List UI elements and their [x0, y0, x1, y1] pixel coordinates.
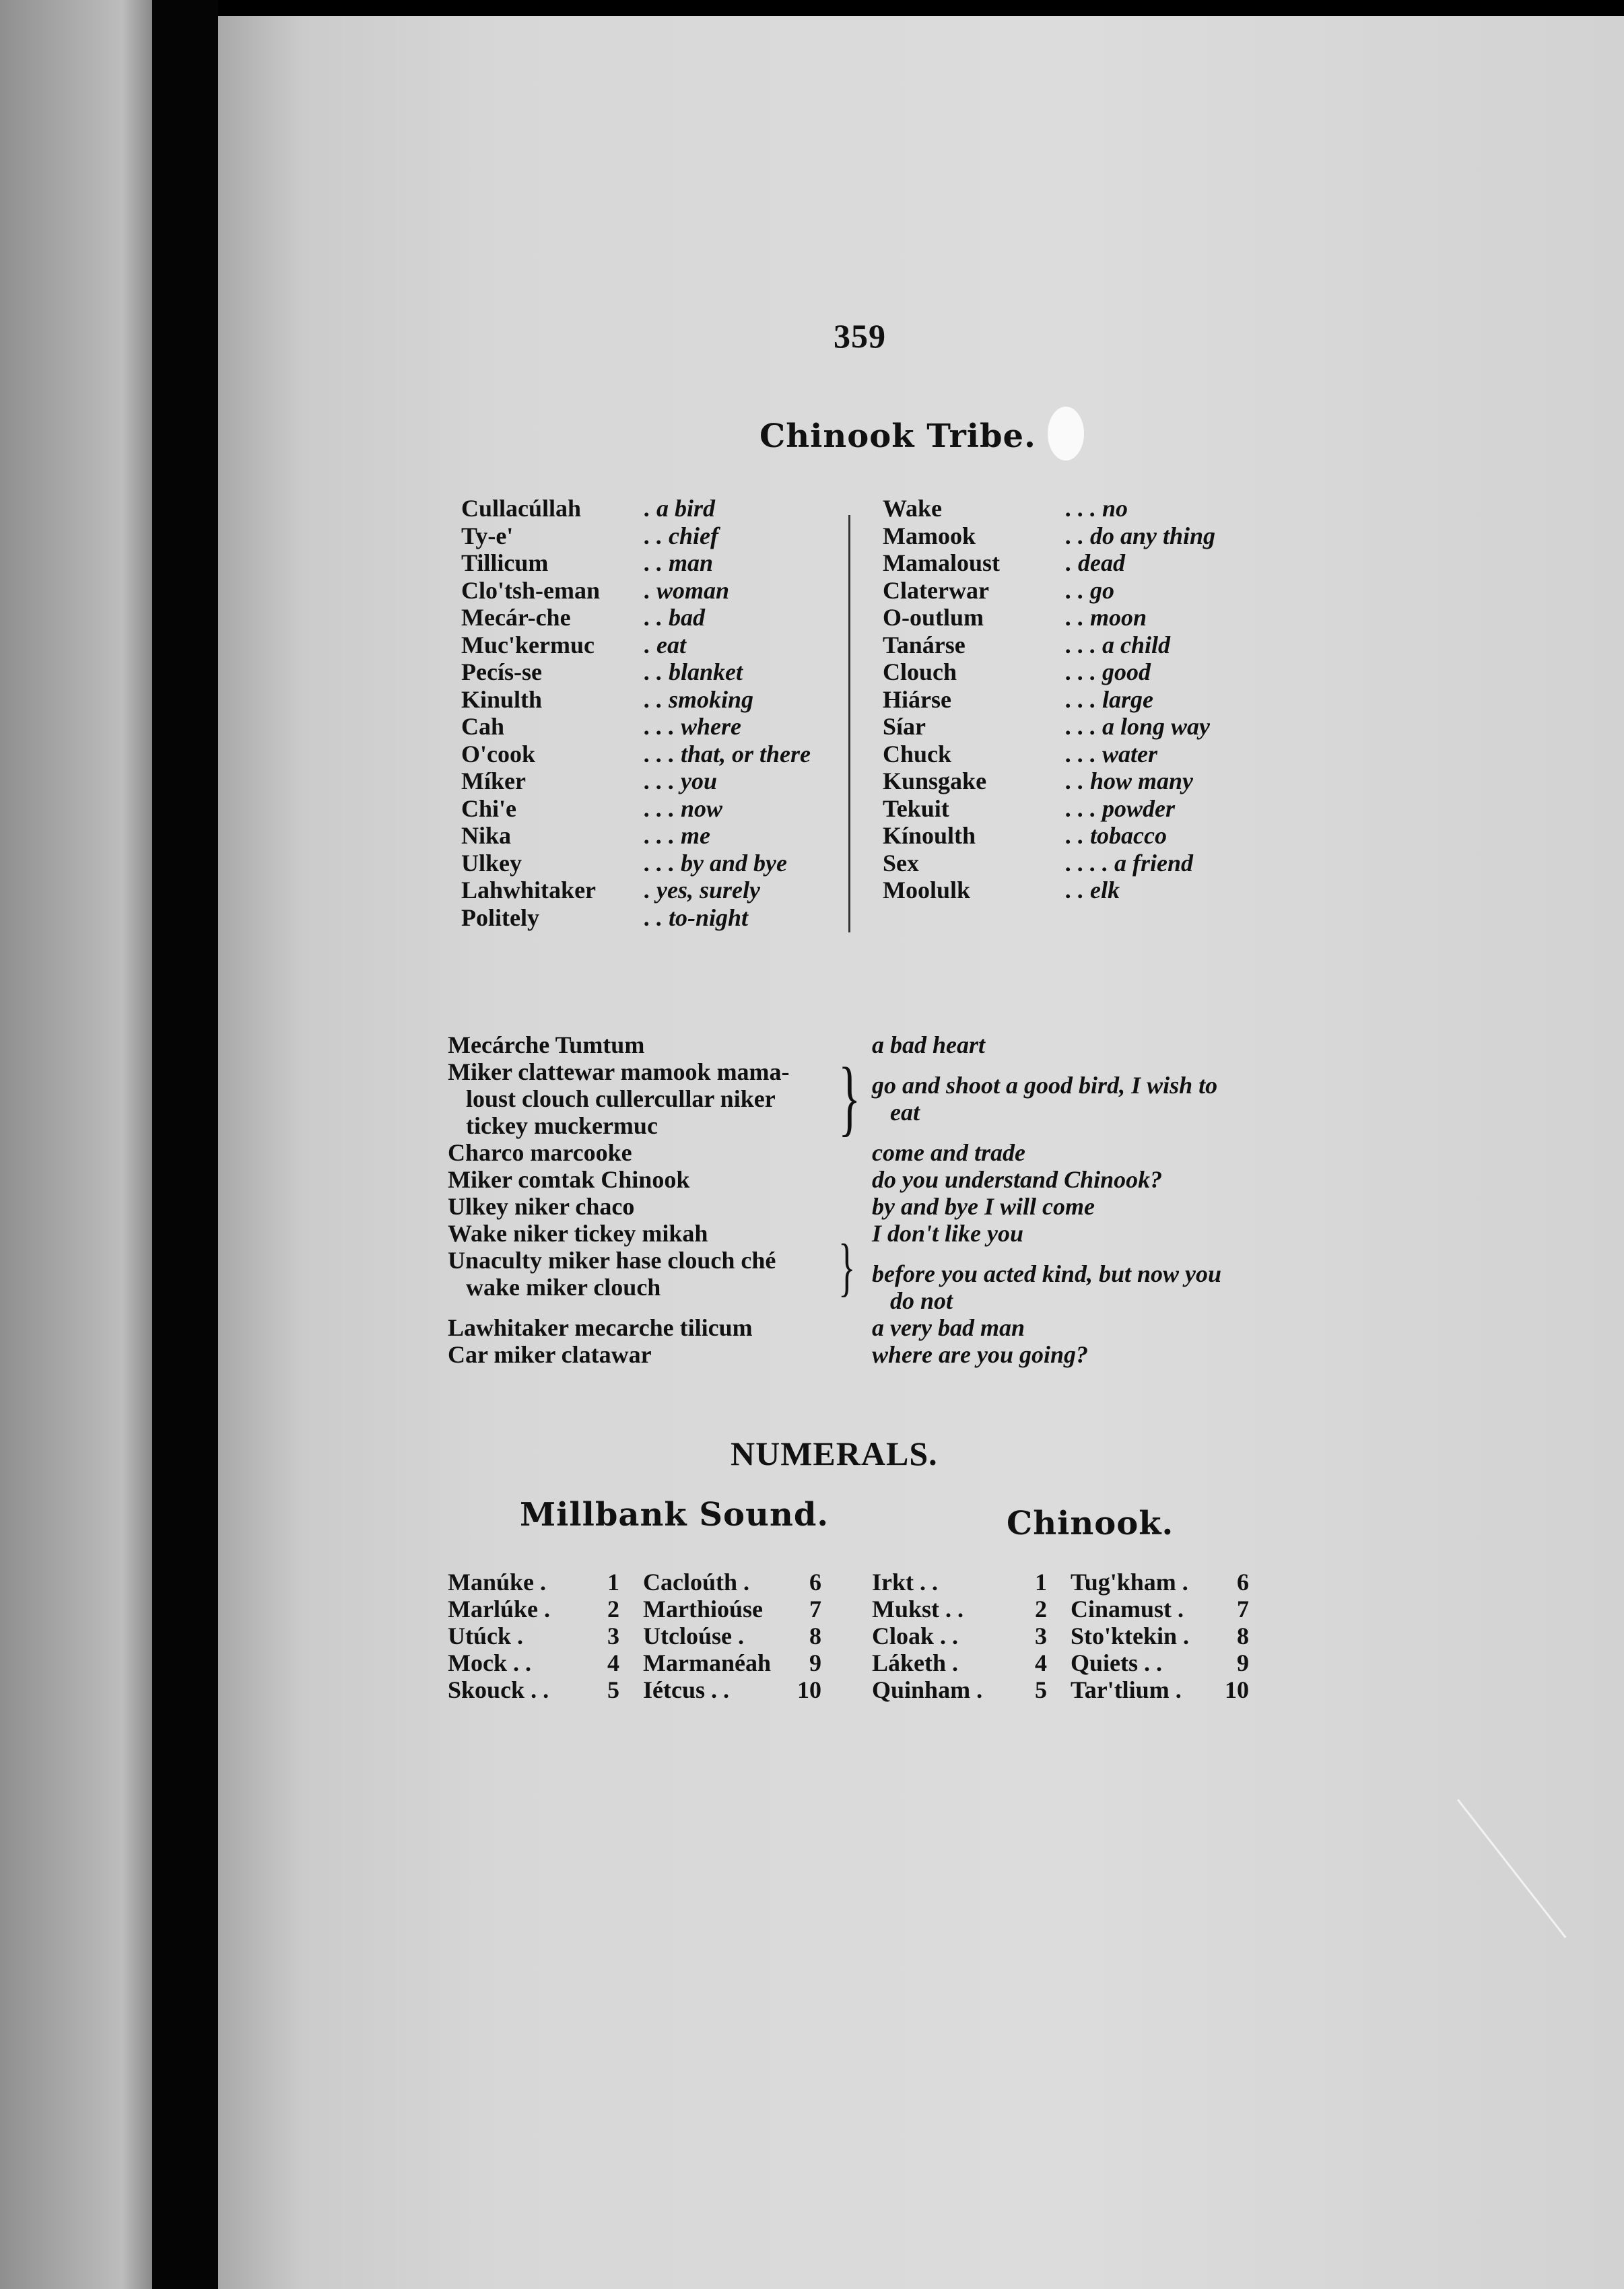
numeral-value: 5 — [607, 1676, 619, 1703]
numeral-row — [643, 1622, 821, 1649]
vocab-row — [461, 713, 811, 741]
numeral-word — [872, 1596, 1007, 1622]
numeral-word — [1071, 1622, 1209, 1649]
numeral-name: Tar'tlium — [1071, 1676, 1170, 1703]
numeral-name: Mukst — [872, 1596, 940, 1622]
english-translation: . . . a child — [1066, 631, 1171, 658]
english-translation: . . . now — [644, 794, 723, 822]
vocab-row — [883, 604, 1215, 631]
chinook-phrase-line: Mecárche Tumtum — [448, 1031, 645, 1058]
numeral-value: 2 — [1035, 1596, 1047, 1622]
numeral-value: 1 — [1035, 1569, 1047, 1596]
numeral-name: Irkt — [872, 1569, 914, 1596]
chinook-phrase — [448, 1247, 872, 1301]
chinook-heading: Chinook. — [1007, 1505, 1174, 1542]
vocab-row — [883, 631, 1215, 659]
chinook-phrase-line: Lawhitaker mecarche tilicum — [448, 1314, 753, 1341]
chinook-word: Cah — [461, 713, 505, 740]
english-phrase-line: go and shoot a good bird, I wish to — [872, 1072, 1218, 1099]
numeral-word — [872, 1649, 1007, 1676]
numeral-row — [448, 1569, 619, 1596]
numeral-word — [1071, 1596, 1209, 1622]
english-translation: . . . powder — [1066, 794, 1175, 822]
chinook-phrase-line: Unaculty miker hase clouch ché — [448, 1247, 776, 1274]
numeral-row — [448, 1622, 619, 1649]
numeral-word — [643, 1622, 781, 1649]
section-title: Chinook Tribe. — [759, 417, 1036, 455]
numeral-word — [643, 1596, 781, 1622]
numeral-name: Mock — [448, 1649, 507, 1676]
chinook-phrase-line: Car miker clatawar — [448, 1341, 652, 1368]
numeral-name: Utúck — [448, 1622, 512, 1649]
phrase-row — [448, 1031, 1296, 1058]
chinook-phrase — [448, 1031, 872, 1058]
english-translation: . . chief — [644, 522, 718, 549]
numeral-value: 9 — [1237, 1649, 1249, 1676]
page-number: 359 — [834, 317, 886, 355]
numeral-leader-dots: . — [952, 1649, 959, 1676]
english-translation: . . how many — [1066, 767, 1194, 794]
chinook-1-5-column — [872, 1569, 1047, 1703]
numeral-name: Marthioúse — [643, 1596, 763, 1622]
numeral-value: 7 — [1237, 1596, 1249, 1622]
numeral-leader-dots: . . — [940, 1622, 959, 1649]
numeral-word — [872, 1622, 1007, 1649]
numeral-word — [1071, 1676, 1209, 1703]
chinook-word: Míker — [461, 767, 526, 794]
chinook-phrase-line: Miker clattewar mamook mama- — [448, 1058, 790, 1085]
numeral-name: Skouck — [448, 1676, 525, 1703]
numeral-word — [448, 1569, 579, 1596]
english-phrase — [872, 1220, 1289, 1247]
numeral-word — [448, 1596, 579, 1622]
vocabulary-table — [461, 495, 1256, 939]
numeral-row — [1071, 1569, 1249, 1596]
vocab-row — [461, 850, 811, 877]
numeral-word — [872, 1676, 1007, 1703]
chinook-word: Pecís-se — [461, 658, 542, 685]
numeral-name: Iétcus — [643, 1676, 705, 1703]
numeral-value: 4 — [1035, 1649, 1047, 1676]
numeral-row — [643, 1569, 821, 1596]
paper-blemish — [1048, 407, 1084, 460]
numeral-row — [643, 1649, 821, 1676]
english-phrase-line: before you acted kind, but now you — [872, 1260, 1221, 1287]
chinook-word: Clo'tsh-eman — [461, 576, 600, 604]
brace-glyph: } — [838, 1231, 856, 1303]
numeral-leader-dots: . — [976, 1676, 983, 1703]
millbank-sound-heading: Millbank Sound. — [520, 1496, 830, 1534]
english-translation: . . to-night — [644, 903, 749, 931]
numeral-leader-dots: . — [1175, 1676, 1182, 1703]
english-phrase-line: eat — [872, 1099, 920, 1126]
chinook-word: O'cook — [461, 740, 536, 767]
english-translation: . . . me — [644, 822, 710, 849]
chinook-word: O-outlum — [883, 604, 984, 631]
chinook-word: Ty-e' — [461, 522, 514, 549]
english-translation: . yes, surely — [644, 877, 760, 903]
chinook-phrase — [448, 1051, 872, 1144]
chinook-phrase-line: Ulkey niker chaco — [448, 1193, 635, 1220]
numeral-word — [643, 1649, 781, 1676]
english-translation: . . moon — [1066, 604, 1147, 631]
numeral-leader-dots: . — [743, 1569, 750, 1596]
numeral-leader-dots: . . — [920, 1569, 938, 1596]
phrase-row — [448, 1193, 1296, 1220]
english-phrase-line: by and bye I will come — [872, 1193, 1095, 1220]
numeral-row — [643, 1596, 821, 1622]
phrase-row — [448, 1314, 1296, 1341]
vocab-row — [461, 741, 811, 768]
vocab-row — [883, 686, 1215, 714]
vocab-row — [883, 767, 1215, 795]
chinook-word: Hiárse — [883, 685, 951, 713]
english-phrase-line: a very bad man — [872, 1314, 1025, 1341]
vocabulary-right-column — [883, 495, 1215, 904]
vocab-row — [883, 522, 1215, 550]
numeral-row — [448, 1596, 619, 1622]
chinook-word: Muc'kermuc — [461, 631, 595, 658]
chinook-phrase — [448, 1341, 872, 1368]
numeral-value: 7 — [809, 1596, 821, 1622]
numeral-leader-dots: . . — [711, 1676, 729, 1703]
numeral-name: Cloak — [872, 1622, 935, 1649]
vocab-row — [883, 795, 1215, 823]
numeral-name: Marlúke — [448, 1596, 538, 1622]
english-phrase — [872, 1341, 1289, 1368]
chinook-phrase-line: loust clouch cullercullar niker — [448, 1085, 776, 1112]
numeral-name: Quiets — [1071, 1649, 1139, 1676]
numeral-name: Cacloúth — [643, 1569, 738, 1596]
numeral-word — [448, 1676, 579, 1703]
chinook-word: Síar — [883, 713, 926, 740]
english-phrase — [872, 1031, 1289, 1058]
chinook-phrase — [448, 1166, 872, 1193]
chinook-word: Moolulk — [883, 877, 971, 903]
english-translation: . . . that, or there — [644, 740, 811, 767]
phrase-row — [448, 1139, 1296, 1166]
numeral-leader-dots: . — [517, 1622, 524, 1649]
chinook-phrase — [448, 1314, 872, 1341]
numeral-row — [872, 1569, 1047, 1596]
vocab-row — [461, 604, 811, 631]
numeral-row — [872, 1622, 1047, 1649]
numeral-row — [448, 1649, 619, 1676]
english-phrase — [872, 1193, 1289, 1220]
chinook-word: Mamaloust — [883, 549, 1000, 576]
numeral-word — [1071, 1569, 1209, 1596]
english-translation: . . elk — [1066, 877, 1120, 903]
vocabulary-left-column — [461, 495, 811, 931]
vocab-row — [883, 658, 1215, 686]
english-translation: . . . large — [1066, 685, 1153, 713]
phrase-row — [448, 1051, 1296, 1144]
numerals-heading: NUMERALS. — [731, 1435, 938, 1472]
english-phrase — [872, 1247, 1289, 1314]
chinook-word: Tillicum — [461, 549, 549, 576]
numeral-name: Cinamust — [1071, 1596, 1172, 1622]
numeral-name: Sto'ktekin — [1071, 1622, 1178, 1649]
numeral-value: 6 — [1237, 1569, 1249, 1596]
numeral-word — [872, 1569, 1007, 1596]
numeral-name: Quinham — [872, 1676, 971, 1703]
chinook-phrase-line: wake miker clouch — [448, 1274, 661, 1301]
chinook-phrase-line: tickey muckermuc — [448, 1112, 658, 1139]
english-phrase-line: do you understand Chinook? — [872, 1166, 1163, 1193]
english-translation: . . tobacco — [1066, 822, 1167, 849]
vocab-row — [461, 822, 811, 850]
chinook-phrase — [448, 1193, 872, 1220]
english-translation: . . . water — [1066, 740, 1158, 767]
chinook-phrase-line: Miker comtak Chinook — [448, 1166, 690, 1193]
numeral-value: 8 — [1237, 1622, 1249, 1649]
english-translation: . dead — [1066, 549, 1125, 576]
vocab-row — [461, 631, 811, 659]
numeral-value: 4 — [607, 1649, 619, 1676]
numeral-name: Utcloúse — [643, 1622, 732, 1649]
paper-scratch — [1457, 1799, 1566, 1938]
numeral-value: 3 — [1035, 1622, 1047, 1649]
english-phrase-line: do not — [872, 1287, 953, 1314]
vocab-row — [461, 495, 811, 522]
vocab-row — [461, 877, 811, 904]
numeral-value: 9 — [809, 1649, 821, 1676]
vocab-row — [883, 495, 1215, 522]
english-phrase-line: I don't like you — [872, 1220, 1024, 1247]
chinook-phrase — [448, 1220, 872, 1247]
numeral-leader-dots: . . — [512, 1649, 531, 1676]
vocab-row — [461, 795, 811, 823]
phrase-row — [448, 1220, 1296, 1247]
numeral-row — [872, 1676, 1047, 1703]
chinook-6-10-column — [1071, 1569, 1249, 1703]
english-translation: . . blanket — [644, 658, 743, 685]
numeral-row — [1071, 1596, 1249, 1622]
english-translation: . . bad — [644, 604, 705, 631]
vocab-row — [461, 904, 811, 932]
numeral-word — [1071, 1649, 1209, 1676]
vocab-row — [883, 549, 1215, 577]
vocab-row — [461, 577, 811, 605]
numeral-name: Láketh — [872, 1649, 947, 1676]
english-translation: . . go — [1066, 576, 1114, 604]
english-translation: . . . by and bye — [644, 849, 787, 877]
vocab-row — [461, 686, 811, 714]
numeral-value: 3 — [607, 1622, 619, 1649]
numeral-leader-dots: . — [737, 1622, 744, 1649]
book-gutter — [152, 0, 218, 2289]
numeral-value: 10 — [1225, 1676, 1249, 1703]
numeral-leader-dots: . — [1183, 1622, 1190, 1649]
english-phrase — [872, 1314, 1289, 1341]
vocab-row — [883, 822, 1215, 850]
numeral-word — [643, 1569, 781, 1596]
column-divider — [848, 515, 850, 932]
numeral-row — [872, 1596, 1047, 1622]
english-phrase — [872, 1058, 1289, 1126]
english-translation: . . do any thing — [1066, 522, 1216, 549]
english-translation: . . . good — [1066, 658, 1151, 685]
chinook-word: Clouch — [883, 658, 957, 685]
english-translation: . woman — [644, 576, 730, 604]
english-phrase-line: where are you going? — [872, 1341, 1089, 1368]
numeral-value: 10 — [797, 1676, 821, 1703]
numeral-leader-dots: . — [543, 1596, 550, 1622]
chinook-phrase-line: Charco marcooke — [448, 1139, 632, 1166]
english-phrase — [872, 1166, 1289, 1193]
numeral-value: 8 — [809, 1622, 821, 1649]
numeral-leader-dots: . . — [1144, 1649, 1163, 1676]
numeral-row — [448, 1676, 619, 1703]
numeral-value: 5 — [1035, 1676, 1047, 1703]
chinook-word: Kunsgake — [883, 767, 987, 794]
chinook-word: Kínoulth — [883, 822, 976, 849]
numeral-word — [448, 1649, 579, 1676]
chinook-word: Nika — [461, 822, 512, 849]
numeral-value: 2 — [607, 1596, 619, 1622]
chinook-phrase — [448, 1139, 872, 1166]
numeral-row — [1071, 1676, 1249, 1703]
english-translation: . eat — [644, 631, 686, 658]
numeral-row — [1071, 1649, 1249, 1676]
numeral-row — [872, 1649, 1047, 1676]
chinook-word: Claterwar — [883, 576, 989, 604]
numeral-value: 1 — [607, 1569, 619, 1596]
numeral-word — [643, 1676, 781, 1703]
chinook-word: Cullacúllah — [461, 495, 582, 522]
chinook-word: Mamook — [883, 522, 976, 549]
millbank-6-10-column — [643, 1569, 821, 1703]
vocab-row — [883, 577, 1215, 605]
phrase-row — [448, 1341, 1296, 1368]
english-translation: . a bird — [644, 495, 716, 522]
vocab-row — [883, 877, 1215, 904]
english-phrase-line: come and trade — [872, 1139, 1025, 1166]
chinook-word: Chi'e — [461, 794, 517, 822]
english-translation: . . . . a friend — [1066, 849, 1193, 877]
millbank-1-5-column — [448, 1569, 619, 1703]
chinook-word: Kinulth — [461, 685, 543, 713]
numeral-leader-dots: . . — [531, 1676, 549, 1703]
chinook-word: Sex — [883, 849, 919, 877]
numeral-leader-dots: . — [540, 1569, 547, 1596]
numeral-row — [643, 1676, 821, 1703]
english-translation: . . . no — [1066, 495, 1128, 522]
english-translation: . . man — [644, 549, 714, 576]
vocab-row — [883, 741, 1215, 768]
chinook-word: Mecár-che — [461, 604, 571, 631]
chinook-word: Ulkey — [461, 849, 522, 877]
vocab-row — [461, 658, 811, 686]
brace-glyph: } — [838, 1051, 861, 1144]
numeral-word — [448, 1622, 579, 1649]
english-phrase-line: a bad heart — [872, 1031, 986, 1058]
english-translation: . . . a long way — [1066, 713, 1211, 740]
english-translation: . . smoking — [644, 685, 754, 713]
vocab-row — [883, 713, 1215, 741]
numeral-name: Tug'kham — [1071, 1569, 1176, 1596]
chinook-word: Chuck — [883, 740, 952, 767]
numeral-leader-dots: . — [1178, 1596, 1184, 1622]
chinook-word: Politely — [461, 903, 539, 931]
adjacent-page-edge — [0, 0, 152, 2289]
numeral-name: Manúke — [448, 1569, 535, 1596]
vocab-row — [461, 767, 811, 795]
numeral-name: Marmanéah — [643, 1649, 771, 1676]
vocab-row — [883, 850, 1215, 877]
english-translation: . . . where — [644, 713, 741, 740]
chinook-word: Tekuit — [883, 794, 949, 822]
chinook-phrase-line: Wake niker tickey mikah — [448, 1220, 708, 1247]
phrase-row — [448, 1166, 1296, 1193]
english-translation: . . . you — [644, 767, 717, 794]
vocab-row — [461, 549, 811, 577]
chinook-word: Tanárse — [883, 631, 966, 658]
numeral-leader-dots: . . — [945, 1596, 964, 1622]
numeral-leader-dots: . — [1182, 1569, 1188, 1596]
numeral-row — [1071, 1622, 1249, 1649]
phrase-list — [448, 1031, 1296, 1368]
numeral-value: 6 — [809, 1569, 821, 1596]
vocab-row — [461, 522, 811, 550]
chinook-word: Wake — [883, 495, 943, 522]
english-phrase — [872, 1139, 1289, 1166]
chinook-word: Lahwhitaker — [461, 877, 597, 903]
